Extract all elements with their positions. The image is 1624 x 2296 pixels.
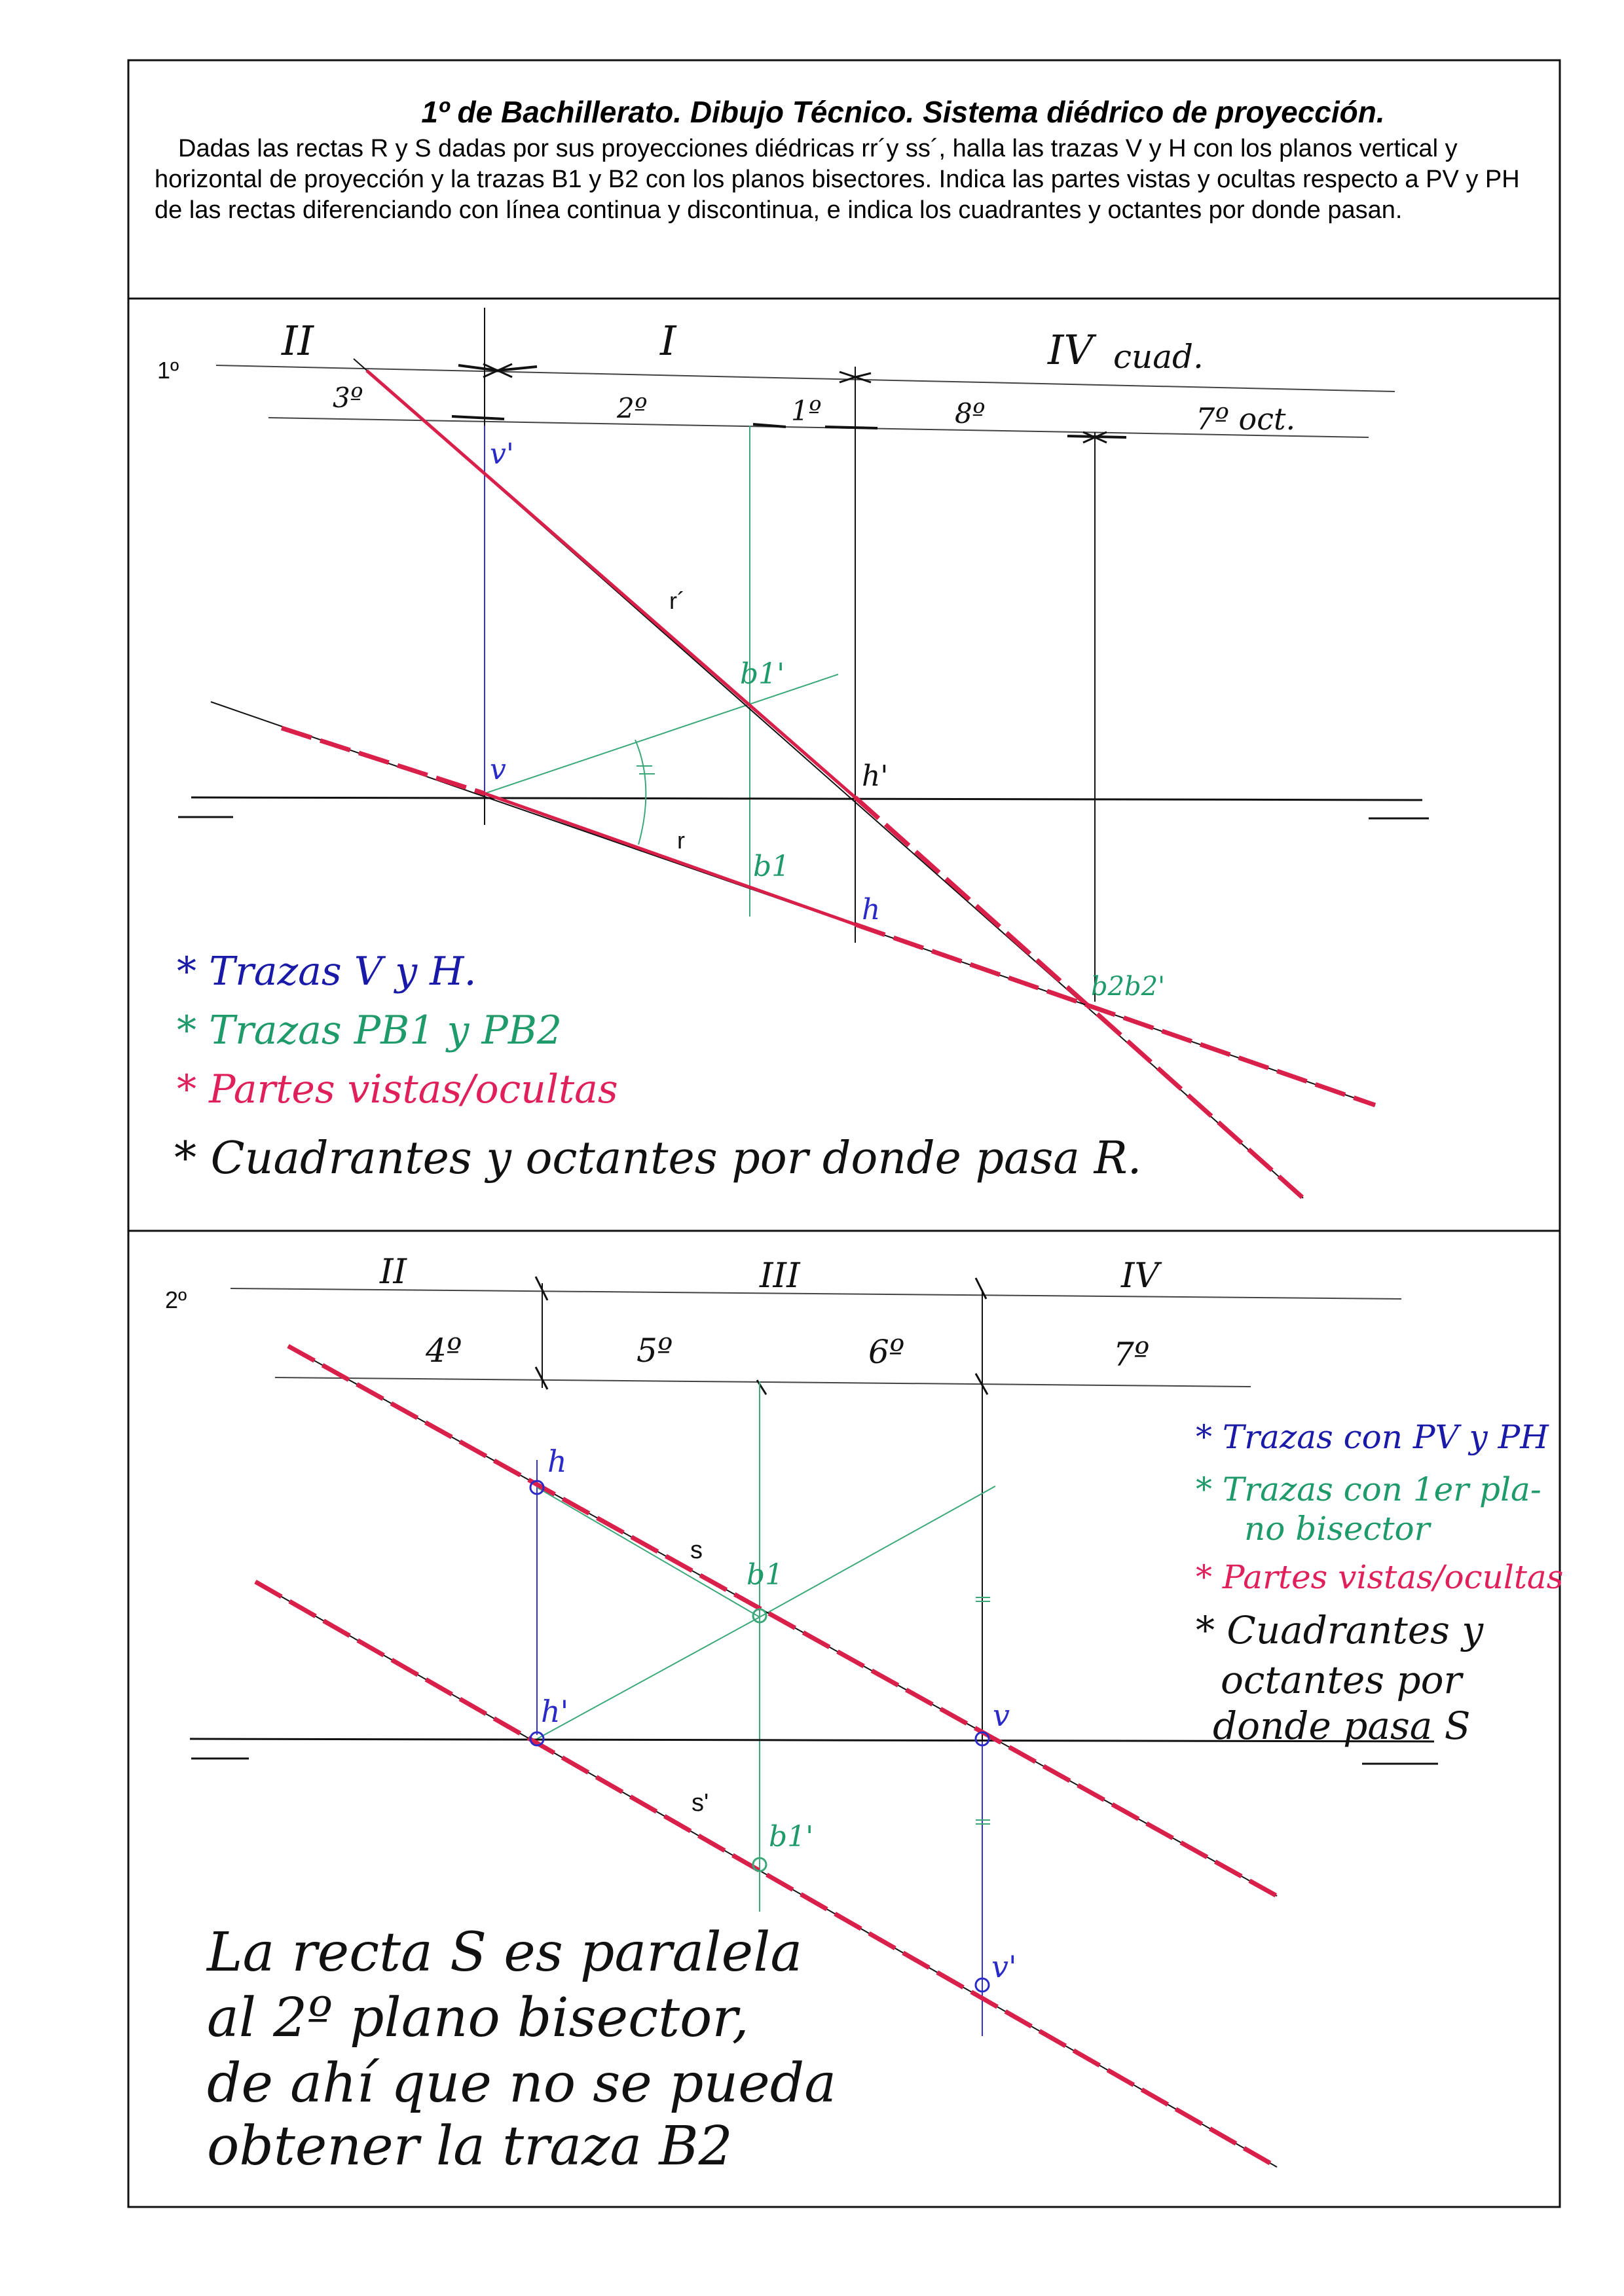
quadrant-IV-label-2: IV [1121, 1256, 1160, 1296]
octant-7-label: 7º oct. [1196, 401, 1296, 437]
note-line-4: obtener la traza B2 [207, 2115, 733, 2178]
legend-2-item-5: * Cuadrantes y [1196, 1608, 1484, 1652]
quadrant-IV-label: IV [1048, 326, 1094, 374]
label-s: s [690, 1537, 703, 1564]
legend-1-item-2: * Trazas PB1 y PB2 [177, 1008, 563, 1053]
note-line-2: al 2º plano bisector, [207, 1987, 749, 2049]
exercise-2-number: 2º [165, 1286, 187, 1313]
octant-2-label: 2º [617, 392, 648, 424]
ground-line-1 [191, 797, 1422, 800]
label-b1-prime: b1' [740, 657, 785, 691]
label-v-2: v [993, 1698, 1010, 1733]
label-v-prime-2: v' [991, 1949, 1017, 1984]
label-b2b2: b2b2' [1091, 972, 1166, 1002]
label-s-prime: s' [692, 1789, 709, 1817]
legend-1-item-1: * Trazas V y H. [177, 949, 477, 994]
quadrant-II-label: II [282, 317, 314, 365]
quadrant-II-label-2: II [380, 1252, 407, 1292]
legend-2-item-2: * Trazas con 1er pla- [1196, 1470, 1541, 1508]
legend-2-item-3: no bisector [1244, 1510, 1430, 1548]
label-h-prime: h' [862, 759, 889, 793]
quadrant-III-label-2: III [760, 1256, 800, 1296]
label-v: v [490, 753, 506, 786]
note-line-1: La recta S es paralela [207, 1922, 803, 1984]
exercise-1-number: 1º [157, 357, 179, 384]
legend-2-item-4: * Partes vistas/ocultas [1196, 1558, 1564, 1596]
legend-1-item-3: * Partes vistas/ocultas [177, 1066, 618, 1112]
label-r-prime: r´ [669, 587, 685, 614]
legend-2-item-1: * Trazas con PV y PH [1196, 1418, 1549, 1456]
octant-5-label-2: 5º [637, 1332, 673, 1370]
note-line-3: de ahí que no se pueda [207, 2052, 837, 2115]
octant-3-label: 3º [333, 382, 363, 414]
label-b1-prime-2: b1' [769, 1820, 814, 1853]
exercise-statement: Dadas las rectas R y S dadas por sus proyecciones diédricas rr´y ss´, halla las trazas V y H con los planos vertical y horizontal de proyección y la trazas B1 y B2 con los planos bisectores. Indica las partes vistas y ocultas respecto a PV y PH de las rectas diferenciando con línea continua y discontinua, e indica los cuadrantes y octantes por donde pasan. [155, 135, 1520, 224]
label-h-prime-2: h' [541, 1694, 569, 1729]
legend-1-item-4: * Cuadrantes y octantes por donde pasa R. [174, 1133, 1142, 1184]
exercise-1-drawing [157, 308, 1429, 1198]
quadrant-I-label: I [660, 317, 676, 365]
legend-2-item-7: donde pasa S [1213, 1704, 1471, 1748]
header [128, 60, 1560, 299]
label-b1: b1 [753, 850, 790, 883]
legend-2-item-6: octantes por [1221, 1658, 1462, 1702]
quadrant-note: cuad. [1113, 338, 1204, 376]
octant-7-label-2: 7º [1113, 1336, 1150, 1374]
octant-6-label-2: 6º [868, 1333, 905, 1371]
page-title: 1º de Bachillerato. Dibujo Técnico. Sistema diédrico de proyección. [421, 95, 1385, 129]
octant-1-label: 1º [791, 395, 822, 427]
label-v-prime: v' [490, 437, 514, 471]
octant-4-label-2: 4º [426, 1332, 462, 1370]
label-h: h [862, 893, 881, 926]
exercise-2-drawing [165, 1252, 1563, 2178]
label-r: r [677, 827, 685, 854]
octant-8-label: 8º [955, 397, 986, 429]
label-b1-2: b1 [747, 1558, 784, 1592]
label-h-2: h [547, 1444, 567, 1479]
